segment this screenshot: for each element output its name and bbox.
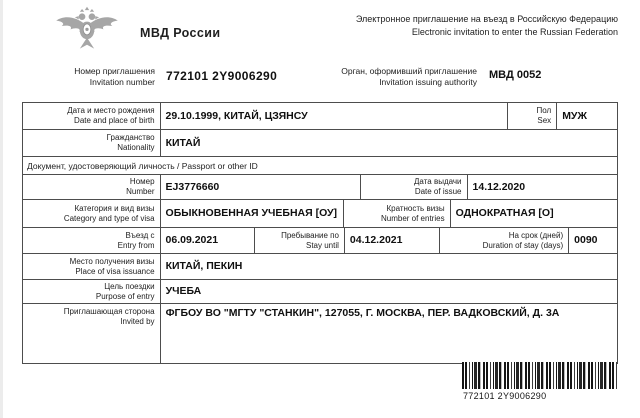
table-row-nationality — [23, 129, 617, 156]
page-edge — [0, 0, 3, 418]
document-title-en: Electronic invitation to enter the Russian Federation — [411, 27, 618, 38]
table-row-doc-number — [23, 174, 617, 199]
doc-number-value: EJ3776660 — [160, 175, 360, 199]
birth-value: 29.10.1999, КИТАЙ, ЦЗЯНСУ — [160, 103, 508, 129]
issuing-authority-value: МВД 0052 — [489, 69, 542, 81]
barcode — [462, 362, 617, 389]
table-row-visa-category — [23, 199, 617, 227]
invited-by-value: ФГБОУ ВО "МГТУ "СТАНКИН", 127055, Г. МОСКВА, ПЕР. ВАДКОВСКИЙ, Д. 3А — [160, 304, 617, 363]
issuing-authority-label: Орган, оформивший приглашение Invitation issuing authority — [341, 66, 477, 88]
doc-number-label: Номер Number — [126, 177, 155, 196]
invited-by-label: Приглашающая сторона Invited by — [63, 307, 155, 326]
visa-place-value: КИТАЙ, ПЕКИН — [160, 254, 617, 279]
duration-label: На срок (дней) Duration of stay (days) — [439, 228, 569, 253]
document-title — [356, 13, 618, 39]
sex-label: Пол Sex — [507, 103, 556, 129]
invitation-number-label: Номер приглашения Invitation number — [74, 66, 155, 88]
table-row-invited-by — [23, 303, 617, 363]
visa-category-label: Категория и вид визы Category and type of visa — [63, 203, 155, 223]
entry-from-value: 06.09.2021 — [160, 228, 255, 253]
nationality-value: КИТАЙ — [160, 130, 617, 156]
entries-label: Кратность визы Number of entries — [343, 200, 450, 227]
nationality-label: Гражданство Nationality — [106, 133, 155, 152]
purpose-value: УЧЕБА — [160, 280, 617, 303]
sex-value: МУЖ — [556, 103, 617, 129]
invitation-number-value: 772101 2Y9006290 — [166, 69, 278, 83]
mvd-emblem-icon — [54, 5, 120, 57]
id-doc-section-header: Документ, удостоверяющий личность / Passport or other ID — [27, 160, 258, 171]
invitation-details-table — [22, 102, 618, 364]
purpose-label: Цель поездки Purpose of entry — [95, 281, 155, 301]
table-row-purpose — [23, 279, 617, 303]
table-row-birth — [23, 103, 617, 129]
agency-name: МВД России — [140, 26, 221, 40]
visa-category-value: ОБЫКНОВЕННАЯ УЧЕБНАЯ [ОУ] — [160, 200, 343, 227]
table-row-id-doc-header — [23, 156, 617, 174]
table-row-entry-dates — [23, 227, 617, 253]
barcode-text: 772101 2Y9006290 — [463, 391, 547, 401]
stay-until-value: 04.12.2021 — [344, 228, 439, 253]
doc-issue-value: 14.12.2020 — [467, 175, 618, 199]
entry-from-label: Въезд с Entry from — [117, 230, 155, 250]
document-title-ru: Электронное приглашение на въезд в Российскую Федерацию — [355, 14, 618, 24]
entries-value: ОДНОКРАТНАЯ [О] — [450, 200, 617, 227]
visa-place-label: Место получения визы Place of visa issuance — [69, 256, 155, 276]
duration-value: 0090 — [568, 228, 617, 253]
stay-until-label: Пребывание по Stay until — [254, 228, 344, 253]
table-row-visa-place — [23, 253, 617, 279]
birth-label: Дата и место рождения Date and place of birth — [67, 106, 155, 125]
doc-issue-label: Дата выдачи Date of issue — [360, 175, 467, 199]
